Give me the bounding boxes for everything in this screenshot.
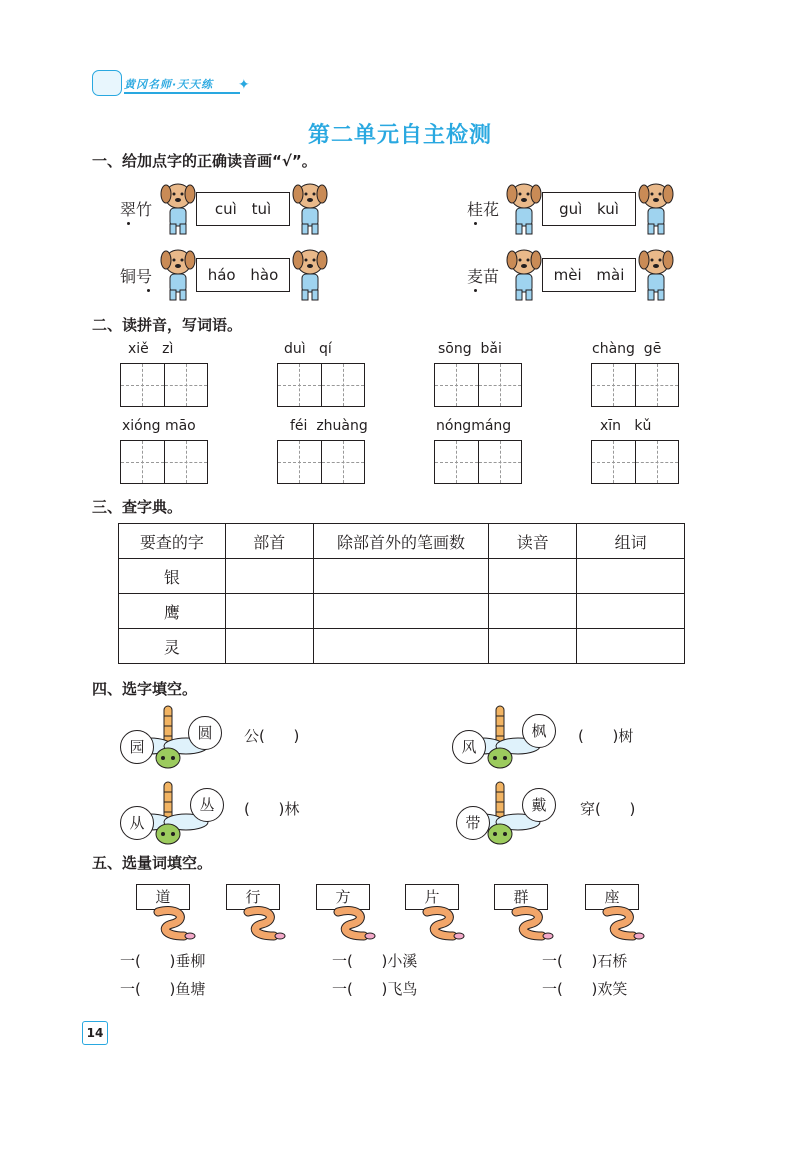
section2-heading: 二、读拼音，写词语。 bbox=[92, 316, 243, 334]
snake-icon bbox=[419, 906, 465, 942]
answer-cell[interactable] bbox=[577, 594, 685, 629]
answer-cell[interactable] bbox=[225, 559, 313, 594]
emphasis-dot bbox=[147, 289, 150, 292]
choice-bubble[interactable]: 丛 bbox=[190, 788, 224, 822]
fill-blank[interactable]: ( )林 bbox=[244, 800, 300, 818]
table-row bbox=[119, 594, 685, 629]
puppy-icon bbox=[504, 180, 544, 238]
brand-text: 黄冈名师·天天练 bbox=[124, 78, 214, 91]
s1-pinyin-box-3[interactable]: háo hào bbox=[196, 258, 290, 292]
pinyin-label: xiě zì bbox=[128, 341, 174, 357]
writing-grid[interactable] bbox=[120, 363, 208, 407]
s1-word-2: 桂花 bbox=[467, 200, 500, 219]
table-header-cell: 要查的字 bbox=[119, 524, 226, 559]
page-title: 第二单元自主检测 bbox=[307, 123, 492, 148]
s1-word-1: 翠竹 bbox=[120, 200, 153, 219]
table-char-cell: 灵 bbox=[119, 629, 226, 664]
choice-bubble[interactable]: 戴 bbox=[522, 788, 556, 822]
choice-bubble[interactable]: 风 bbox=[452, 730, 486, 764]
puppy-icon bbox=[158, 180, 198, 238]
writing-grid[interactable] bbox=[591, 440, 679, 484]
measure-word-label: 方 bbox=[316, 884, 370, 910]
measure-word-label: 行 bbox=[226, 884, 280, 910]
s1-word-4: 麦苗 bbox=[467, 267, 500, 286]
pinyin-label: xīn kǔ bbox=[600, 418, 652, 434]
answer-cell[interactable] bbox=[489, 559, 577, 594]
writing-grid[interactable] bbox=[591, 363, 679, 407]
writing-grid[interactable] bbox=[120, 440, 208, 484]
writing-grid[interactable] bbox=[277, 363, 365, 407]
measure-fill-line[interactable]: 一( )小溪 bbox=[332, 952, 418, 970]
choice-bubble[interactable]: 带 bbox=[456, 806, 490, 840]
answer-cell[interactable] bbox=[489, 629, 577, 664]
measure-word-label: 群 bbox=[494, 884, 548, 910]
sparkle-icon: ✦ bbox=[238, 77, 250, 93]
fill-blank[interactable]: ( )树 bbox=[578, 727, 634, 745]
pinyin-label: féi zhuàng bbox=[290, 418, 368, 434]
fill-blank[interactable]: 公( ) bbox=[244, 727, 300, 745]
answer-cell[interactable] bbox=[577, 559, 685, 594]
fill-blank[interactable]: 穿( ) bbox=[580, 800, 636, 818]
answer-cell[interactable] bbox=[577, 629, 685, 664]
emphasis-dot bbox=[474, 289, 477, 292]
s1-pinyin-box-1[interactable]: cuì tuì bbox=[196, 192, 290, 226]
measure-fill-line[interactable]: 一( )欢笑 bbox=[542, 980, 628, 998]
measure-word-label: 片 bbox=[405, 884, 459, 910]
puppy-icon bbox=[636, 180, 676, 238]
dictionary-table bbox=[118, 523, 685, 664]
table-header-cell: 组词 bbox=[577, 524, 685, 559]
table-header-cell: 读音 bbox=[489, 524, 577, 559]
snake-icon bbox=[240, 906, 286, 942]
pinyin-label: duì qí bbox=[284, 341, 332, 357]
table-header-cell: 部首 bbox=[225, 524, 313, 559]
answer-cell[interactable] bbox=[489, 594, 577, 629]
answer-cell[interactable] bbox=[313, 629, 489, 664]
writing-grid[interactable] bbox=[434, 363, 522, 407]
s1-word-3: 铜号 bbox=[120, 267, 153, 286]
snake-icon bbox=[150, 906, 196, 942]
table-row bbox=[119, 629, 685, 664]
section4-heading: 四、选字填空。 bbox=[92, 680, 198, 698]
measure-fill-line[interactable]: 一( )鱼塘 bbox=[120, 980, 206, 998]
puppy-icon bbox=[504, 246, 544, 304]
brand-header bbox=[92, 70, 252, 96]
measure-word-label: 道 bbox=[136, 884, 190, 910]
puppy-icon bbox=[158, 246, 198, 304]
emphasis-dot bbox=[474, 222, 477, 225]
answer-cell[interactable] bbox=[225, 629, 313, 664]
emphasis-dot bbox=[127, 222, 130, 225]
measure-fill-line[interactable]: 一( )飞鸟 bbox=[332, 980, 418, 998]
pinyin-label: sōng bǎi bbox=[438, 341, 502, 357]
writing-grid[interactable] bbox=[277, 440, 365, 484]
puppy-icon bbox=[290, 246, 330, 304]
table-char-cell: 银 bbox=[119, 559, 226, 594]
writing-grid[interactable] bbox=[434, 440, 522, 484]
pinyin-label: chàng gē bbox=[592, 341, 662, 357]
puppy-icon bbox=[290, 180, 330, 238]
measure-fill-line[interactable]: 一( )垂柳 bbox=[120, 952, 206, 970]
snake-icon bbox=[599, 906, 645, 942]
answer-cell[interactable] bbox=[225, 594, 313, 629]
s1-pinyin-box-2[interactable]: guì kuì bbox=[542, 192, 636, 226]
table-row bbox=[119, 559, 685, 594]
table-header-cell: 除部首外的笔画数 bbox=[313, 524, 489, 559]
puppy-icon bbox=[636, 246, 676, 304]
pinyin-label: nóngmáng bbox=[436, 418, 512, 434]
pinyin-label: xióng māo bbox=[122, 418, 196, 434]
snake-icon bbox=[508, 906, 554, 942]
choice-bubble[interactable]: 从 bbox=[120, 806, 154, 840]
table-char-cell: 鹰 bbox=[119, 594, 226, 629]
answer-cell[interactable] bbox=[313, 594, 489, 629]
s1-pinyin-box-4[interactable]: mèi mài bbox=[542, 258, 636, 292]
section1-heading: 一、给加点字的正确读音画“√”。 bbox=[92, 152, 317, 170]
answer-cell[interactable] bbox=[313, 559, 489, 594]
choice-bubble[interactable]: 园 bbox=[120, 730, 154, 764]
page-number: 14 bbox=[82, 1021, 108, 1045]
choice-bubble[interactable]: 圆 bbox=[188, 716, 222, 750]
measure-fill-line[interactable]: 一( )石桥 bbox=[542, 952, 628, 970]
section3-heading: 三、查字典。 bbox=[92, 498, 183, 516]
section5-heading: 五、选量词填空。 bbox=[92, 854, 213, 872]
measure-word-label: 座 bbox=[585, 884, 639, 910]
bear-logo-icon bbox=[92, 70, 122, 96]
snake-icon bbox=[330, 906, 376, 942]
table-header-row bbox=[119, 524, 685, 559]
brand-underline bbox=[124, 92, 240, 94]
choice-bubble[interactable]: 枫 bbox=[522, 714, 556, 748]
